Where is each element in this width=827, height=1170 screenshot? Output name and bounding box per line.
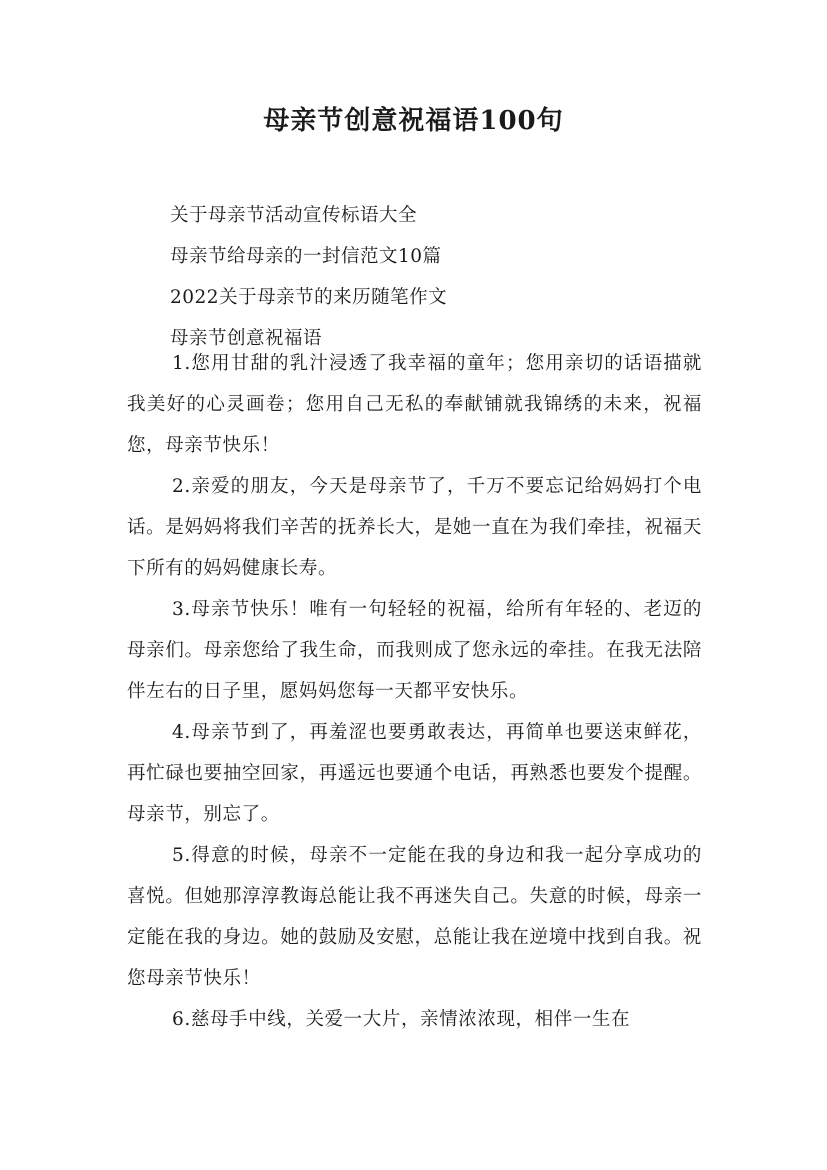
document-body xyxy=(127,343,702,1040)
related-links xyxy=(170,195,730,359)
paragraph-6: 6.慈母手中线，关爱一大片，亲情浓浓现，相伴一生在 xyxy=(172,1009,631,1030)
paragraph-5: 5.得意的时候，母亲不一定能在我的身边和我一起分享成功的喜悦。但她那淳淳教诲总能让我不再迷失自己。失意的时候，母亲一定能在我的身边。她的鼓励及安慰，总能让我在逆境中找到自我。祝您母亲节快乐！ xyxy=(127,845,702,989)
related-link-3[interactable]: 2022关于母亲节的来历随笔作文 xyxy=(170,287,448,308)
document-title: 母亲节创意祝福语100句 xyxy=(263,106,564,136)
related-link-4[interactable]: 母亲节创意祝福语 xyxy=(170,328,323,349)
related-link-1[interactable]: 关于母亲节活动宣传标语大全 xyxy=(170,205,418,226)
paragraph-4: 4.母亲节到了，再羞涩也要勇敢表达，再简单也要送束鲜花，再忙碌也要抽空回家，再遥远也要通个电话，再熟悉也要发个提醒。母亲节，别忘了。 xyxy=(127,722,702,825)
paragraph-2: 2.亲爱的朋友，今天是母亲节了，千万不要忘记给妈妈打个电话。是妈妈将我们辛苦的抚养长大，是她一直在为我们牵挂，祝福天下所有的妈妈健康长寿。 xyxy=(127,476,702,579)
paragraph-3: 3.母亲节快乐！唯有一句轻轻的祝福，给所有年轻的、老迈的母亲们。母亲您给了我生命，而我则成了您永远的牵挂。在我无法陪伴左右的日子里，愿妈妈您每一天都平安快乐。 xyxy=(127,599,702,702)
paragraph-1: 1.您用甘甜的乳汁浸透了我幸福的童年；您用亲切的话语描就我美好的心灵画卷；您用自己无私的奉献铺就我锦绣的未来，祝福您，母亲节快乐！ xyxy=(127,353,702,456)
related-link-2[interactable]: 母亲节给母亲的一封信范文10篇 xyxy=(170,246,442,267)
